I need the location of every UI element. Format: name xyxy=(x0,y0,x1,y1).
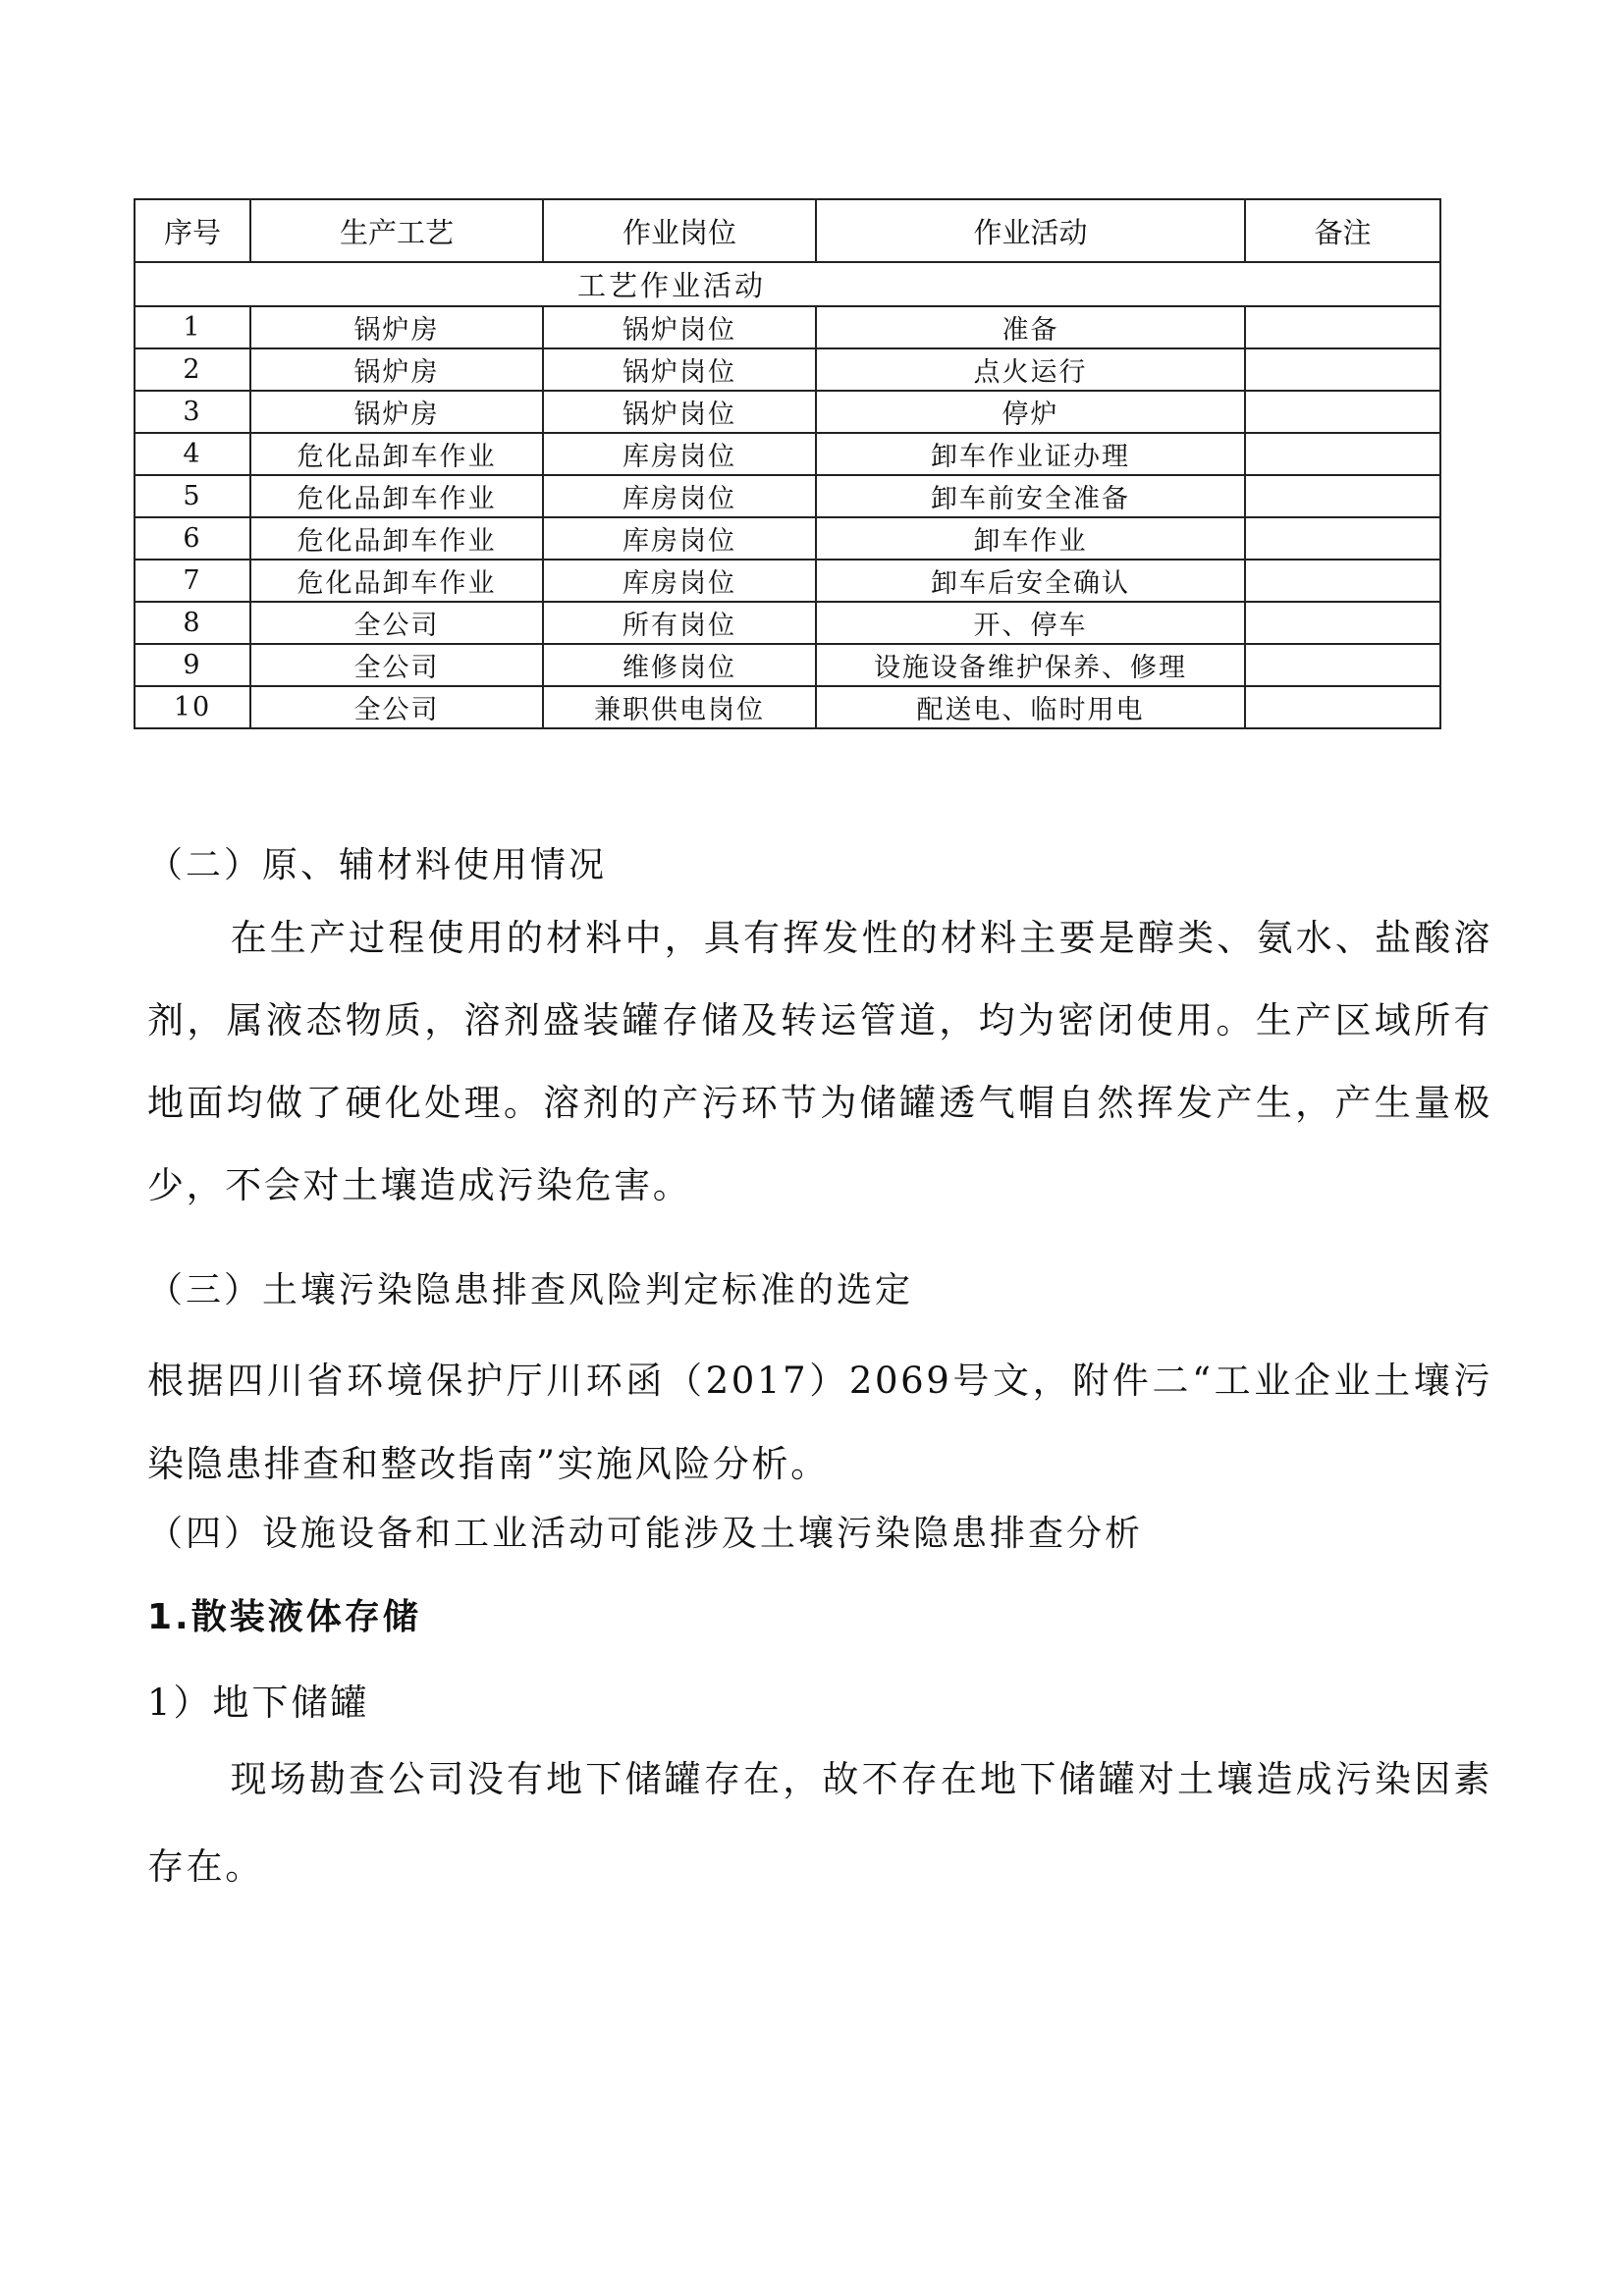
cell-note xyxy=(1245,475,1440,517)
cell-process: 全公司 xyxy=(250,686,543,728)
cell-no: 3 xyxy=(135,391,250,433)
cell-no: 5 xyxy=(135,475,250,517)
cell-note xyxy=(1245,686,1440,728)
section-title: 工艺作业活动 xyxy=(577,269,767,302)
cell-note xyxy=(1245,348,1440,391)
cell-post: 兼职供电岗位 xyxy=(543,686,816,728)
subsection1-paragraph-text: 现场勘查公司没有地下储罐存在，故不存在地下储罐对土壤造成污染因素存在。 xyxy=(147,1758,1492,1888)
cell-process: 全公司 xyxy=(250,644,543,686)
cell-post: 库房岗位 xyxy=(543,475,816,517)
cell-process: 锅炉房 xyxy=(250,391,543,433)
table-header-row xyxy=(135,199,1440,262)
cell-process: 锅炉房 xyxy=(250,306,543,348)
cell-no: 8 xyxy=(135,602,250,644)
cell-note xyxy=(1245,433,1440,475)
cell-process: 全公司 xyxy=(250,602,543,644)
cell-activity: 卸车后安全确认 xyxy=(816,560,1245,602)
process-activity-table xyxy=(134,198,1441,729)
table-row xyxy=(135,602,1440,644)
section2-paragraph xyxy=(147,897,1492,1227)
cell-post: 维修岗位 xyxy=(543,644,816,686)
cell-process: 危化品卸车作业 xyxy=(250,517,543,560)
cell-process: 危化品卸车作业 xyxy=(250,433,543,475)
cell-activity: 点火运行 xyxy=(816,348,1245,391)
cell-post: 库房岗位 xyxy=(543,560,816,602)
cell-post: 锅炉岗位 xyxy=(543,306,816,348)
section2-heading: （二）原、辅材料使用情况 xyxy=(147,845,608,885)
cell-note xyxy=(1245,602,1440,644)
cell-activity: 卸车前安全准备 xyxy=(816,475,1245,517)
table-row xyxy=(135,391,1440,433)
table-row xyxy=(135,517,1440,560)
cell-activity: 准备 xyxy=(816,306,1245,348)
cell-note xyxy=(1245,644,1440,686)
table-row xyxy=(135,686,1440,728)
cell-no: 9 xyxy=(135,644,250,686)
cell-process: 危化品卸车作业 xyxy=(250,560,543,602)
section4-heading: （四）设施设备和工业活动可能涉及土壤污染隐患排查分析 xyxy=(147,1514,1144,1554)
table-section-row xyxy=(135,262,1440,306)
table-row xyxy=(135,433,1440,475)
cell-post: 所有岗位 xyxy=(543,602,816,644)
table-row xyxy=(135,306,1440,348)
item1-heading: 1）地下储罐 xyxy=(147,1682,370,1724)
cell-note xyxy=(1245,560,1440,602)
cell-process: 锅炉房 xyxy=(250,348,543,391)
table-row xyxy=(135,348,1440,391)
cell-no: 6 xyxy=(135,517,250,560)
cell-no: 4 xyxy=(135,433,250,475)
cell-note xyxy=(1245,517,1440,560)
cell-activity: 设施设备维护保养、修理 xyxy=(816,644,1245,686)
cell-post: 库房岗位 xyxy=(543,517,816,560)
section3-paragraph: 根据四川省环境保护厅川环函（2017）2069号文，附件二“工业企业土壤污染隐患排查和整改指南”实施风险分析。 xyxy=(147,1360,1492,1485)
cell-note xyxy=(1245,391,1440,433)
cell-no: 7 xyxy=(135,560,250,602)
header-note: 备注 xyxy=(1245,199,1440,262)
cell-no: 2 xyxy=(135,348,250,391)
subsection1-paragraph xyxy=(147,1735,1492,1910)
header-activity: 作业活动 xyxy=(816,199,1245,262)
cell-activity: 配送电、临时用电 xyxy=(816,686,1245,728)
section3-heading: （三）土壤污染隐患排查风险判定标准的选定 xyxy=(147,1270,914,1310)
cell-post: 库房岗位 xyxy=(543,433,816,475)
header-process: 生产工艺 xyxy=(250,199,543,262)
table-row xyxy=(135,644,1440,686)
section2-paragraph-text: 在生产过程使用的材料中，具有挥发性的材料主要是醇类、氨水、盐酸溶剂，属液态物质，溶剂盛装罐存储及转运管道，均为密闭使用。生产区域所有地面均做了硬化处理。溶剂的产污环节为储罐透气帽自然挥发产生，产生量极少，不会对土壤造成污染危害。 xyxy=(147,917,1492,1206)
cell-no: 1 xyxy=(135,306,250,348)
cell-post: 锅炉岗位 xyxy=(543,348,816,391)
cell-activity: 开、停车 xyxy=(816,602,1245,644)
table-row xyxy=(135,560,1440,602)
header-post: 作业岗位 xyxy=(543,199,816,262)
cell-note xyxy=(1245,306,1440,348)
cell-activity: 卸车作业证办理 xyxy=(816,433,1245,475)
section-title-cell xyxy=(135,262,1440,306)
cell-no: 10 xyxy=(135,686,250,728)
table-row xyxy=(135,475,1440,517)
subsection1-heading: 1.散装液体存储 xyxy=(147,1597,421,1637)
header-no: 序号 xyxy=(135,199,250,262)
cell-process: 危化品卸车作业 xyxy=(250,475,543,517)
cell-activity: 卸车作业 xyxy=(816,517,1245,560)
cell-post: 锅炉岗位 xyxy=(543,391,816,433)
cell-activity: 停炉 xyxy=(816,391,1245,433)
